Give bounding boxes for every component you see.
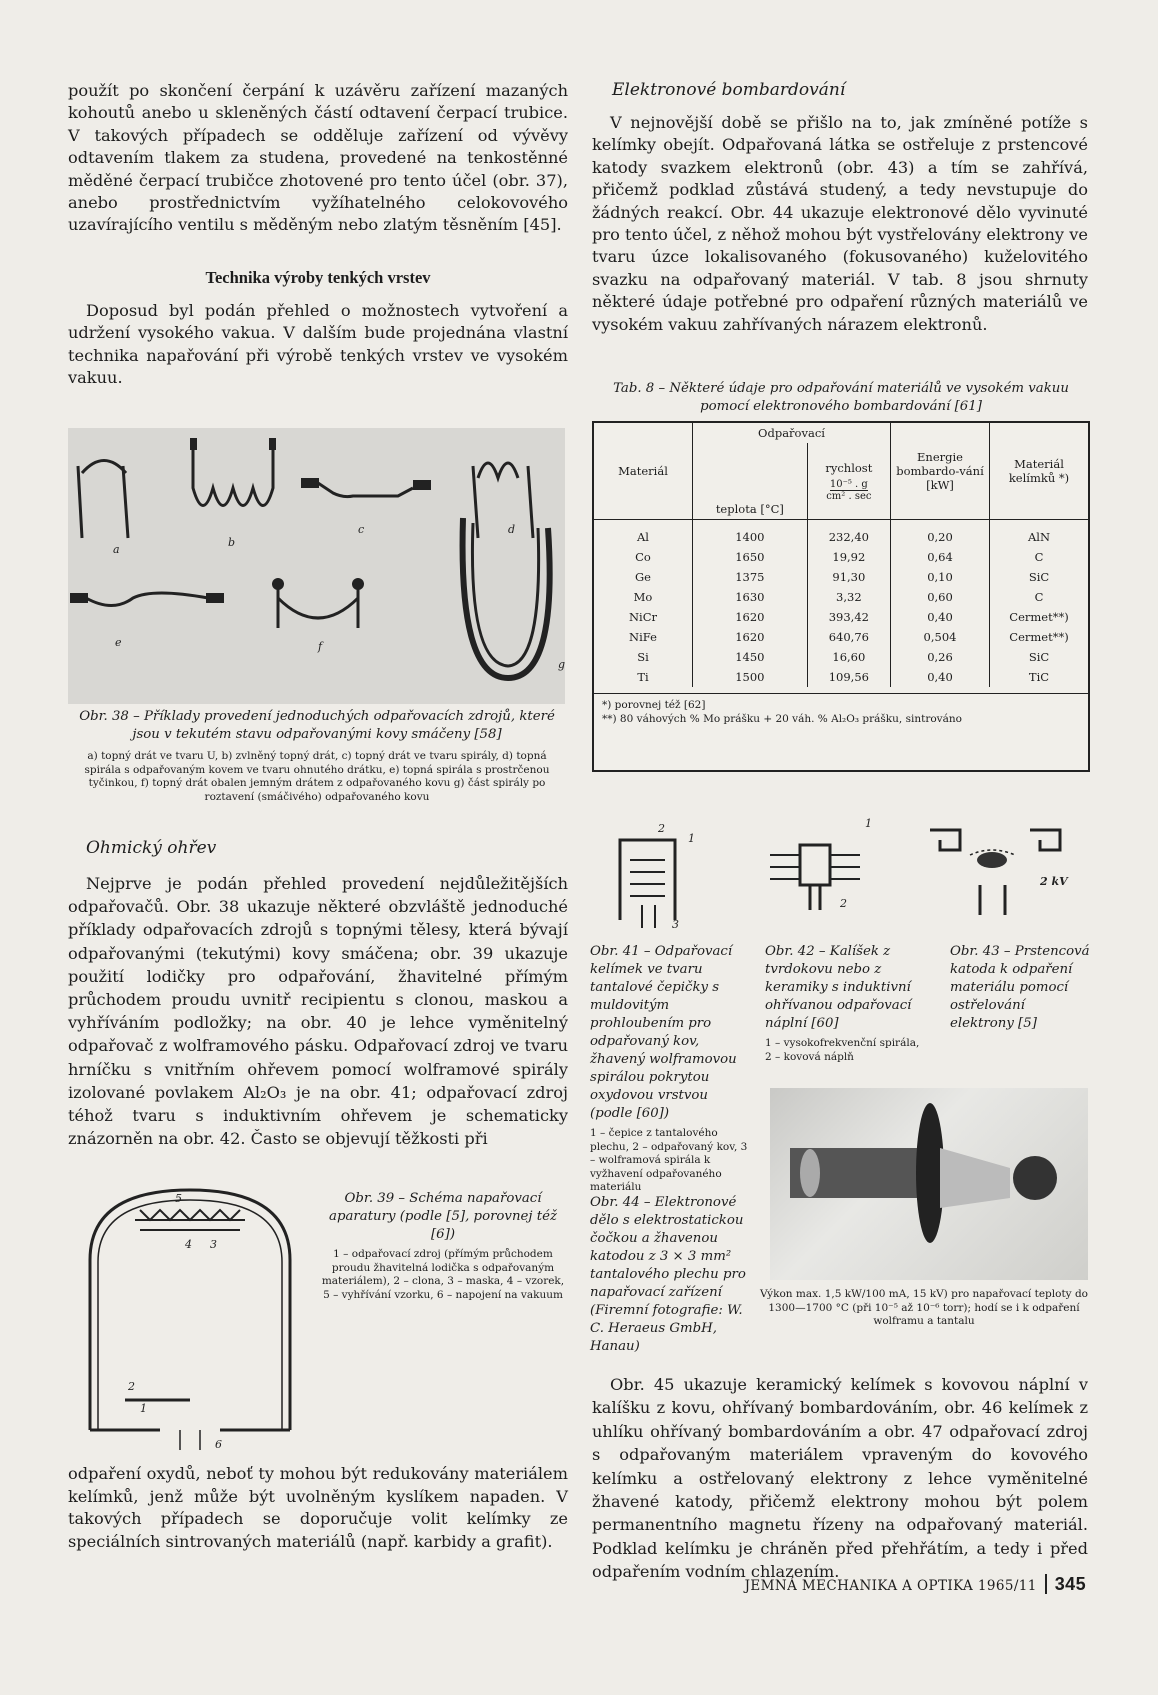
table-cell: 16,60	[807, 647, 890, 667]
table-cell: 393,42	[807, 607, 890, 627]
table-cell: 19,92	[807, 547, 890, 567]
paragraph-intro: použít po skončení čerpání k uzávěru zařízení mazaných kohoutů anebo u skleněných částí odtavení čerpací trubice. V takových případech se odděluje zařízení od vývěvy odtavením tlakem za studena, provedené na tenkostěnné měděné čerpací trubičce zhotovené pro tento účel (obr. 37), anebo prostřednictvím vyžíhatelného celokovového uzavírajícího ventilu s měděným nebo zlatým těsněním [45].	[68, 81, 568, 235]
table-cell: Al	[594, 520, 693, 548]
fig41-label-3: 3	[672, 918, 679, 930]
table-row	[594, 667, 1088, 687]
paragraph-oxides: odpaření oxydů, neboť ty mohou být redukovány materiálem kelímků, jenž může být uvolněným kyslíkem napaden. V takových případech se doporučuje volit kelímky ze speciálních sintrovaných materiálů (např. karbidy a grafit).	[68, 1464, 568, 1551]
fig38-label-b: b	[228, 536, 236, 549]
fig38-label-g: g	[558, 658, 565, 671]
table-cell: 1630	[693, 587, 808, 607]
header-temperature: teplota [°C]	[693, 443, 808, 520]
paragraph-bombardment: V nejnovější době se přišlo na to, jak zmíněné potíže s kelímky obejít. Odpařovaná látka se ostřeluje z prstencové katody svazkem elektronů (obr. 43) a tím se zahřívá, přičemž podklad zůstává studený, a tedy nevstupuje do žádných reakcí. Obr. 44 ukazuje elektronové dělo vyvinuté pro tento účel, z něhož mohou být vystřelovány elektrony ve tvaru úzce lokalisovaného (fokusovaného) kuželovitého svazku na odpařovaný materiál. V tab. 8 jsou shrnuty některé údaje potřebné pro odpaření různých materiálů ve vysokém vakuu zahřívaných nárazem elektronů.	[592, 113, 1088, 334]
table-cell: 0,40	[891, 607, 990, 627]
figure-39	[80, 1180, 310, 1450]
figure-38-legend: a) topný drát ve tvaru U, b) zvlněný topný drát, c) topný drát ve tvaru spirály, d) topná spirála s odpařovaným kovem ve tvaru ohnutého drátku, e) topná spirála s prostrčenou tyčinkou, f) topný drát obalen jemným drátem z odpařovaného kovu g) část spirály po roztavení (smáčivého) odpařovaného kovu	[84, 750, 550, 803]
table-cell: Cermet**)	[1009, 610, 1069, 624]
table-cell: 3,32	[807, 587, 890, 607]
figure-38	[68, 428, 565, 704]
page-footer	[745, 1574, 1086, 1595]
header-rate-unit-numerator: 10⁻⁵ . g	[829, 478, 868, 490]
header-rate-unit-denominator: cm² . sec	[826, 490, 872, 502]
table-row	[594, 607, 1088, 627]
fig41-label-2: 2	[658, 822, 665, 835]
fig38-label-f: f	[318, 640, 323, 653]
fig39-label-5: 5	[175, 1192, 182, 1205]
electron-bombardment-heading: Elektronové bombardování	[612, 80, 846, 100]
table-cell: 1620	[693, 607, 808, 627]
fig39-label-2: 2	[128, 1380, 135, 1393]
table-row	[594, 587, 1088, 607]
right-column	[592, 80, 1088, 336]
table-row	[594, 647, 1088, 667]
figure-38-caption: Obr. 38 – Příklady provedení jednoduchých odpařovacích zdrojů, které jsou v tekutém stavu odpařovanými kovy smáčeny [58]	[79, 709, 555, 742]
table-cell: 0,60	[891, 587, 990, 607]
fig38-label-a: a	[113, 543, 120, 556]
left-column-lower	[68, 838, 568, 1150]
journal-title: JEMNÁ MECHANIKA A OPTIKA 1965/11	[744, 1578, 1037, 1594]
fig39-label-3: 3	[210, 1238, 217, 1251]
table-cell: NiCr	[594, 607, 693, 627]
ohmic-heating-heading: Ohmický ohřev	[86, 838, 217, 858]
table-cell: 0,40	[891, 667, 990, 687]
figure-44-note: Výkon max. 1,5 kW/100 mA, 15 kV) pro napařovací teploty do 1300—1700 °C (při 10⁻⁵ až 10⁻⁶ torr); hodí se i k odpaření wolframu a tantalu	[760, 1288, 1088, 1327]
table-cell: C	[1034, 550, 1044, 564]
table-cell: Cermet**)	[1009, 630, 1069, 644]
electron-gun-photo	[770, 1088, 1088, 1280]
section-heading: Technika výroby tenkých vrstev	[205, 268, 431, 287]
table-cell: 1450	[693, 647, 808, 667]
figure-43-caption: Obr. 43 – Prstencová katoda k odpaření materiálu pomocí ostřelování elektrony [5]	[950, 944, 1090, 1031]
figure-43-caption-block	[950, 943, 1090, 1033]
header-energy: Energie bombardo-vání [kW]	[891, 423, 990, 520]
table-8-caption: Tab. 8 – Některé údaje pro odpařování materiálů ve vysokém vakuu pomocí elektronového bombardování [61]	[613, 381, 1069, 414]
table-cell: NiFe	[594, 627, 693, 647]
table-row	[594, 567, 1088, 587]
table-cell: 1650	[693, 547, 808, 567]
table-cell: 1400	[693, 520, 808, 548]
figure-41	[600, 820, 710, 930]
table-cell: 91,30	[807, 567, 890, 587]
table-cell: Ge	[594, 567, 693, 587]
table-note-1: *) porovnej též [62]	[602, 699, 706, 711]
header-rate-label: rychlost	[825, 460, 873, 475]
table-cell: Co	[594, 547, 693, 567]
fig39-label-1: 1	[140, 1402, 147, 1415]
table-8-grid	[594, 423, 1088, 687]
figure-38-drawing	[68, 428, 565, 704]
table-8-body	[594, 520, 1088, 688]
fig39-label-4: 4	[185, 1238, 192, 1251]
figure-44-photo	[770, 1088, 1088, 1280]
figure-42-caption: Obr. 42 – Kalíšek z tvrdokovu nebo z keramiky s induktivní ohřívanou odpařovací náplní [60]	[765, 944, 912, 1031]
fig42-label-1: 1	[865, 817, 872, 830]
table-row	[594, 547, 1088, 567]
header-material: Materiál	[594, 423, 693, 520]
paragraph-ohmic-heating: Nejprve je podán přehled provedení nejdůležitějších odpařovačů. Obr. 38 ukazuje některé obzvláště jednoduché příklady odpařovacích zdrojů s topnými tělesy, která bývají odpařovanými (tekutými) kovy smáčena; obr. 39 ukazuje použití lodičky pro odpařování, žhavitelné přímým průchodem proudu uvnitř recipientu s clonou, maskou a vyhříváním podložky; na obr. 40 je lehce vyměnitelný odpařovač z wolframového pásku. Odpařovací zdroj ve tvaru hrníčku s vnitřním ohřevem pomocí wolframové spirály izolované povlakem Al₂O₃ je na obr. 41; odpařovací zdroj téhož tvaru s induktivním ohřevem je schematicky znázorněn na obr. 42. Často se objevují těžkosti při	[68, 874, 568, 1149]
table-cell: 0,10	[891, 567, 990, 587]
table-cell: 0,504	[891, 627, 990, 647]
figure-39-legend: 1 – odpařovací zdroj (přímým průchodem proudu žhavitelná lodička s odpařovaným materiálem), 2 – clona, 3 – maska, 4 – vzorek, 5 – vyhřívání vzorku, 6 – napojení na vakuum	[321, 1248, 565, 1301]
table-cell: Mo	[594, 587, 693, 607]
table-row	[594, 627, 1088, 647]
page-number: 345	[1045, 1574, 1086, 1594]
table-cell: AlN	[1027, 530, 1051, 544]
table-note-2: **) 80 váhových % Mo prášku + 20 váh. % Al₂O₃ prášku, sintrováno	[602, 713, 962, 725]
figure-44-caption: Obr. 44 – Elektronové dělo s elektrostatickou čočkou a žhavenou katodou z 3 × 3 mm² tantalového plechu pro napařovací zařízení (Firemní fotografie: W. C. Heraeus GmbH, Hanau)	[590, 1195, 746, 1354]
table-cell: 1620	[693, 627, 808, 647]
fig41-label-1: 1	[688, 832, 695, 845]
fig42-label-2: 2	[840, 897, 847, 910]
paragraph-overview: Doposud byl podán přehled o možnostech vytvoření a udržení vysokého vakua. V dalším bude projednána vlastní technika napařování při výrobě tenkých vrstev ve vysokém vakuu.	[68, 301, 568, 388]
figure-38-caption-block	[68, 708, 566, 804]
fig39-label-6: 6	[215, 1438, 222, 1450]
left-column	[68, 80, 568, 390]
table-cell: 109,56	[807, 667, 890, 687]
table-notes	[594, 693, 1088, 730]
figure-39-drawing	[80, 1180, 310, 1450]
header-rate	[807, 443, 890, 520]
figure-41-caption-block	[590, 943, 750, 1195]
figure-39-caption: Obr. 39 – Schéma napařovací aparatury (podle [5], porovnej též [6])	[329, 1191, 557, 1242]
figure-41-legend: 1 – čepice z tantalového plechu, 2 – odpařovaný kov, 3 – wolframová spirála k vyžhavení odpařovaného materiálu	[590, 1127, 748, 1193]
table-cell: 232,40	[807, 520, 890, 548]
fig38-label-d: d	[508, 523, 516, 536]
table-cell: 640,76	[807, 627, 890, 647]
paragraph-figures-45-47: Obr. 45 ukazuje keramický kelímek s kovovou náplní v kalíšku z kovu, ohřívaný bombardováním, obr. 46 kelímek z uhlíku ohřívaný bombardováním a obr. 47 odpařovací zdroj s odpařovaným materiálem vpraveným do kovového kelímku a ostřelovaný elektrony z lehce vyměnitelné žhavené katody, přičemž elektrony mohou být polem permanentního magnetu řízeny na odpařovaný materiál. Podklad kelímku je chráněn před přehřátím, a tedy i před odpařením vodním chlazením.	[592, 1375, 1088, 1582]
fig38-label-e: e	[115, 636, 122, 649]
table-cell: 1375	[693, 567, 808, 587]
figure-41-caption: Obr. 41 – Odpařovací kelímek ve tvaru tantalové čepičky s muldovitým prohloubením pro odpařovaný kov, žhavený wolframovou spirálou pokrytou oxydovou vrstvou (podle [60])	[590, 944, 737, 1121]
figure-42-legend: 1 – vysokofrekvenční spirála, 2 – kovová náplň	[765, 1037, 920, 1063]
figure-39-caption-block	[318, 1190, 568, 1302]
table-8	[592, 421, 1090, 772]
figure-44-caption-block	[590, 1194, 750, 1356]
table-cell: TiC	[1028, 670, 1050, 684]
header-odparovaci: Odpařovací	[693, 423, 891, 443]
fig43-voltage: 2 kV	[1040, 875, 1068, 888]
table-cell: SiC	[1028, 650, 1050, 664]
figure-42-caption-block	[765, 943, 925, 1064]
table-row	[594, 520, 1088, 548]
fig38-label-c: c	[358, 523, 365, 536]
table-cell: 1500	[693, 667, 808, 687]
figure-43-drawing	[920, 815, 1090, 915]
table-cell: C	[1034, 590, 1044, 604]
table-cell: 0,64	[891, 547, 990, 567]
header-crucible: Materiál kelímků *)	[990, 423, 1089, 520]
figure-42-drawing	[765, 815, 885, 915]
table-cell: SiC	[1028, 570, 1050, 584]
table-cell: 0,20	[891, 520, 990, 548]
figure-41-drawing	[600, 820, 710, 930]
table-cell: Si	[594, 647, 693, 667]
table-header-row-1	[594, 423, 1088, 443]
table-cell: 0,26	[891, 647, 990, 667]
figure-42	[765, 815, 885, 915]
table-cell: Ti	[594, 667, 693, 687]
figure-43	[920, 815, 1090, 915]
